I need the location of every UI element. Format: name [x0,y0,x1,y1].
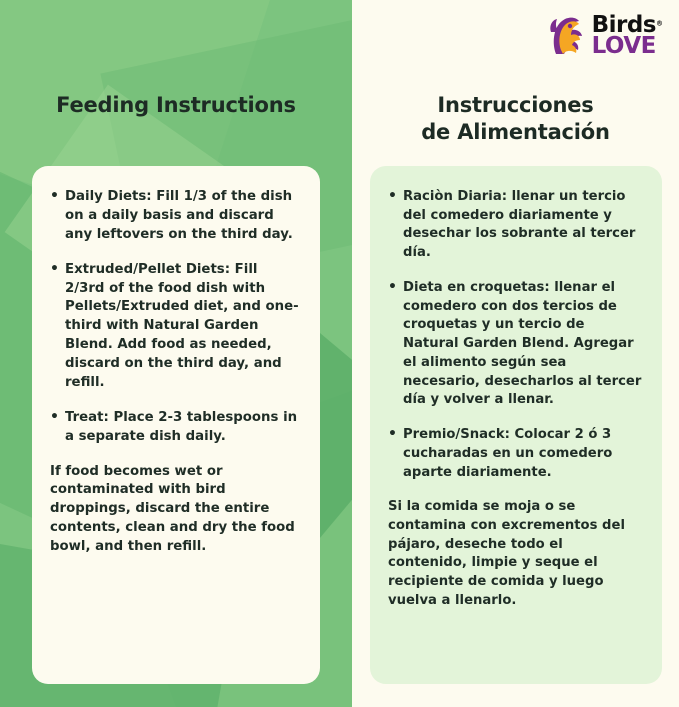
footnote-english: If food becomes wet or contaminated with bird droppings, discard the entire contents, clean and dry the food bowl, and then refill. [50,463,295,554]
list-item [50,261,300,393]
list-item [388,426,642,482]
instructions-card-english [32,166,320,684]
footnote-spanish: Si la comida se moja o se contamina con excrementos del pájaro, deseche todo el contenido, limpie y seque el recipiente de comida y luego vuelva a llenarlo. [388,499,625,608]
right-panel [352,0,679,707]
page-title-spanish [352,92,679,146]
page-title-spanish-line1: Instrucciones [437,93,594,117]
list-item-text: llenar un tercio del comedero diariamente y desechar los sobrante al tercer día. [403,189,636,261]
list-item-term: Premio/Snack: [403,427,510,443]
instruction-list-spanish [388,188,642,482]
list-item-term: Extruded/Pellet Diets: [65,261,231,277]
list-item [50,409,300,447]
page-title-english: Feeding Instructions [56,93,296,117]
brand-name-line1: Birds [591,11,656,38]
list-item [50,188,300,245]
instruction-list-english [50,188,300,447]
list-item-text: Colocar 2 ó 3 cucharadas en un comedero aparte diariamente. [403,427,613,480]
brand-wordmark [591,11,663,59]
brand-logo [548,11,663,59]
list-item [388,279,642,410]
list-item-text: Place 2-3 tablespoons in a separate dish daily. [65,409,298,444]
list-item-term: Daily Diets: [65,189,152,204]
bird-logo-icon [548,14,586,58]
list-item-text: llenar el comedero con dos tercios de croquetas y un tercio de Natural Garden Blend. Agregar el alimento según sea necesario, desecharlos al tercer día y volver a llenar. [403,279,642,408]
list-item-term: Dieta en croquetas: [403,279,550,295]
list-item [388,188,642,263]
list-item-text: Fill 2/3rd of the food dish with Pellets/Extruded diet, and one-third with Natural Garden Blend. Add food as needed, discard on the third day, and refill. [65,261,299,390]
brand-name-line2: LOVE [591,33,656,59]
list-item-text: Fill 1/3 of the dish on a daily basis and discard any leftovers on the third day. [65,189,293,242]
list-item-term: Treat: [65,409,109,425]
page-title-spanish-line2: de Alimentación [421,119,610,144]
list-item-term: Raciòn Diaria: [403,189,507,204]
registered-mark-icon: ® [656,19,663,28]
instructions-card-spanish [370,166,662,684]
